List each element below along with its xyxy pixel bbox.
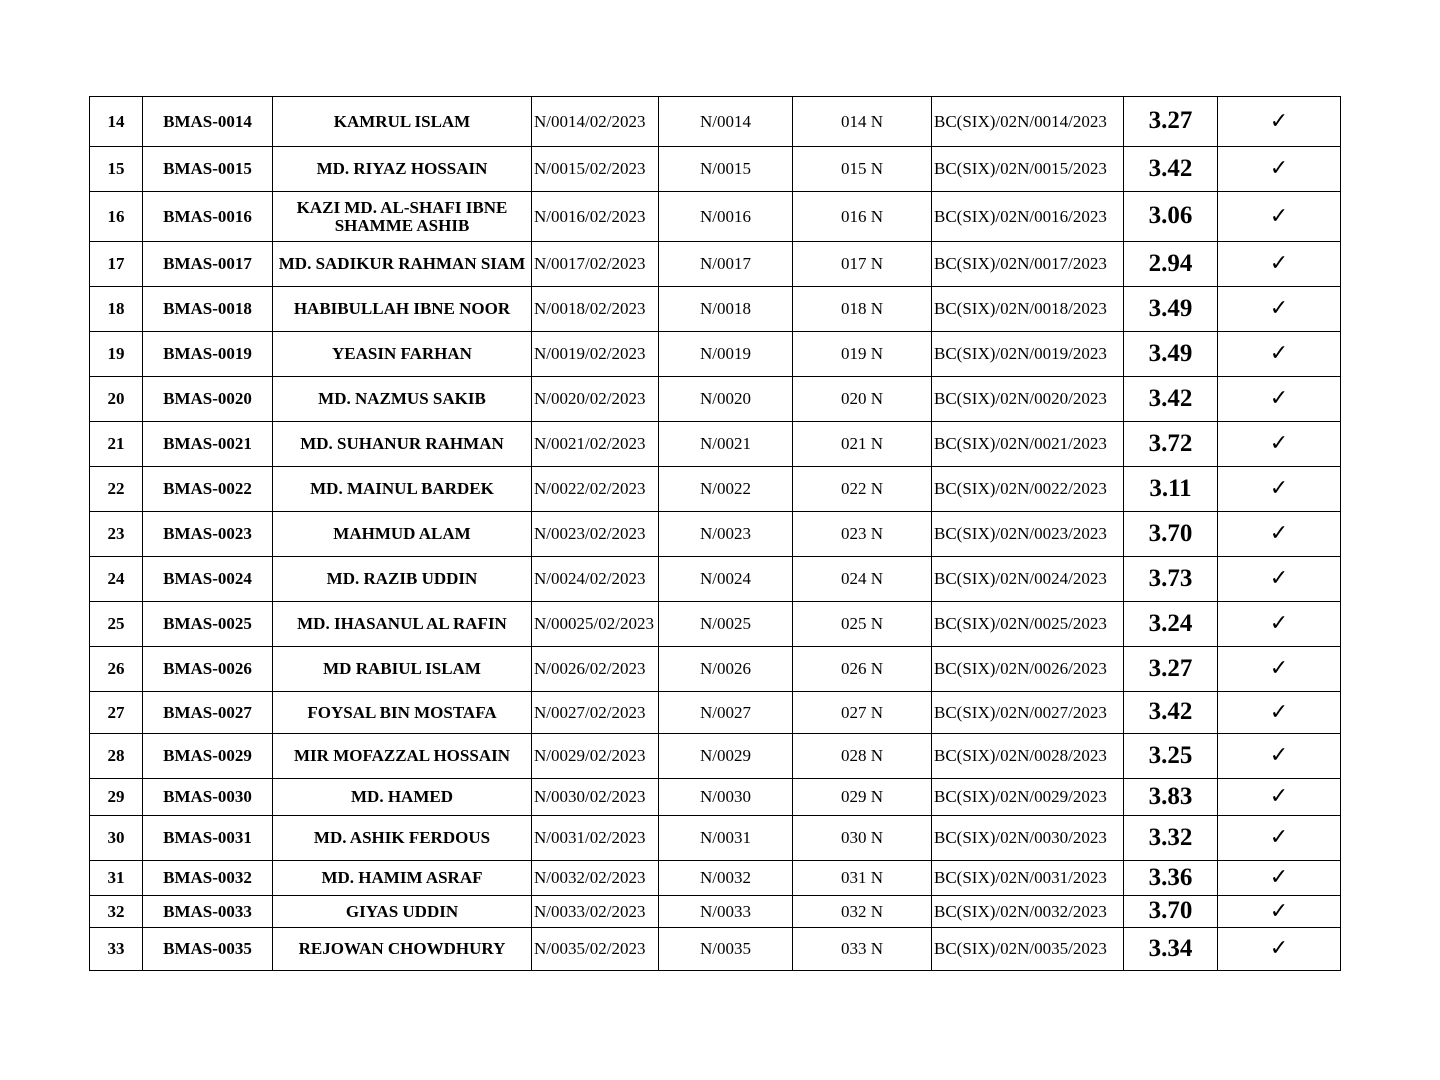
serial-number-cell: 14 [90, 97, 143, 147]
serial-number-cell: 16 [90, 192, 143, 242]
student-name-cell: FOYSAL BIN MOSTAFA [273, 692, 532, 734]
student-id-cell: BMAS-0027 [143, 692, 273, 734]
certificate-number-cell: BC(SIX)/02N/0031/2023 [932, 861, 1124, 896]
reference-number-cell: N/0018/02/2023 [532, 287, 659, 332]
student-id-cell: BMAS-0014 [143, 97, 273, 147]
certificate-number-cell: BC(SIX)/02N/0025/2023 [932, 602, 1124, 647]
gpa-cell: 3.72 [1124, 422, 1218, 467]
reference-number-cell: N/0029/02/2023 [532, 734, 659, 779]
serial-number-cell: 21 [90, 422, 143, 467]
reference-number-cell: N/0035/02/2023 [532, 928, 659, 971]
checkmark-icon: ✓ [1218, 242, 1341, 287]
student-name-cell: MD. MAINUL BARDEK [273, 467, 532, 512]
student-id-cell: BMAS-0016 [143, 192, 273, 242]
student-name-cell: REJOWAN CHOWDHURY [273, 928, 532, 971]
reference-number-cell: N/00025/02/2023 [532, 602, 659, 647]
code-cell: N/0031 [659, 816, 793, 861]
student-name-cell: MD. RAZIB UDDIN [273, 557, 532, 602]
code-cell: N/0027 [659, 692, 793, 734]
student-name-cell: YEASIN FARHAN [273, 332, 532, 377]
checkmark-icon: ✓ [1218, 512, 1341, 557]
student-id-cell: BMAS-0031 [143, 816, 273, 861]
code-cell: N/0025 [659, 602, 793, 647]
checkmark-icon: ✓ [1218, 422, 1341, 467]
student-name-cell: MD. IHASANUL AL RAFIN [273, 602, 532, 647]
gpa-cell: 2.94 [1124, 242, 1218, 287]
gpa-cell: 3.34 [1124, 928, 1218, 971]
student-name-cell: GIYAS UDDIN [273, 896, 532, 928]
certificate-number-cell: BC(SIX)/02N/0017/2023 [932, 242, 1124, 287]
checkmark-icon: ✓ [1218, 896, 1341, 928]
roll-cell: 015 N [793, 147, 932, 192]
reference-number-cell: N/0031/02/2023 [532, 816, 659, 861]
code-cell: N/0014 [659, 97, 793, 147]
certificate-number-cell: BC(SIX)/02N/0021/2023 [932, 422, 1124, 467]
roll-cell: 032 N [793, 896, 932, 928]
code-cell: N/0020 [659, 377, 793, 422]
table-row [90, 147, 1341, 192]
reference-number-cell: N/0033/02/2023 [532, 896, 659, 928]
certificate-number-cell: BC(SIX)/02N/0015/2023 [932, 147, 1124, 192]
gpa-cell: 3.36 [1124, 861, 1218, 896]
table-row [90, 692, 1341, 734]
table-row [90, 896, 1341, 928]
reference-number-cell: N/0014/02/2023 [532, 97, 659, 147]
reference-number-cell: N/0017/02/2023 [532, 242, 659, 287]
table-body [90, 97, 1341, 971]
student-id-cell: BMAS-0021 [143, 422, 273, 467]
serial-number-cell: 24 [90, 557, 143, 602]
student-name-cell: MD. NAZMUS SAKIB [273, 377, 532, 422]
roll-cell: 033 N [793, 928, 932, 971]
checkmark-icon: ✓ [1218, 97, 1341, 147]
student-name-cell: MAHMUD ALAM [273, 512, 532, 557]
serial-number-cell: 22 [90, 467, 143, 512]
certificate-number-cell: BC(SIX)/02N/0032/2023 [932, 896, 1124, 928]
serial-number-cell: 19 [90, 332, 143, 377]
reference-number-cell: N/0015/02/2023 [532, 147, 659, 192]
serial-number-cell: 31 [90, 861, 143, 896]
certificate-number-cell: BC(SIX)/02N/0020/2023 [932, 377, 1124, 422]
certificate-number-cell: BC(SIX)/02N/0024/2023 [932, 557, 1124, 602]
student-id-cell: BMAS-0026 [143, 647, 273, 692]
student-id-cell: BMAS-0018 [143, 287, 273, 332]
roll-cell: 026 N [793, 647, 932, 692]
gpa-cell: 3.27 [1124, 97, 1218, 147]
code-cell: N/0029 [659, 734, 793, 779]
student-name-cell: HABIBULLAH IBNE NOOR [273, 287, 532, 332]
table-row [90, 816, 1341, 861]
table-row [90, 287, 1341, 332]
roll-cell: 021 N [793, 422, 932, 467]
certificate-number-cell: BC(SIX)/02N/0030/2023 [932, 816, 1124, 861]
student-id-cell: BMAS-0020 [143, 377, 273, 422]
student-id-cell: BMAS-0015 [143, 147, 273, 192]
code-cell: N/0033 [659, 896, 793, 928]
checkmark-icon: ✓ [1218, 602, 1341, 647]
results-table [89, 96, 1341, 971]
certificate-number-cell: BC(SIX)/02N/0019/2023 [932, 332, 1124, 377]
serial-number-cell: 15 [90, 147, 143, 192]
checkmark-icon: ✓ [1218, 647, 1341, 692]
gpa-cell: 3.42 [1124, 377, 1218, 422]
table-row [90, 192, 1341, 242]
table-row [90, 861, 1341, 896]
gpa-cell: 3.49 [1124, 332, 1218, 377]
checkmark-icon: ✓ [1218, 192, 1341, 242]
certificate-number-cell: BC(SIX)/02N/0026/2023 [932, 647, 1124, 692]
serial-number-cell: 30 [90, 816, 143, 861]
checkmark-icon: ✓ [1218, 287, 1341, 332]
roll-cell: 027 N [793, 692, 932, 734]
reference-number-cell: N/0020/02/2023 [532, 377, 659, 422]
certificate-number-cell: BC(SIX)/02N/0016/2023 [932, 192, 1124, 242]
table-row [90, 332, 1341, 377]
serial-number-cell: 23 [90, 512, 143, 557]
checkmark-icon: ✓ [1218, 692, 1341, 734]
checkmark-icon: ✓ [1218, 557, 1341, 602]
roll-cell: 020 N [793, 377, 932, 422]
roll-cell: 016 N [793, 192, 932, 242]
student-name-cell: MD. RIYAZ HOSSAIN [273, 147, 532, 192]
gpa-cell: 3.25 [1124, 734, 1218, 779]
table-row [90, 602, 1341, 647]
student-id-cell: BMAS-0017 [143, 242, 273, 287]
roll-cell: 022 N [793, 467, 932, 512]
student-name-cell: MIR MOFAZZAL HOSSAIN [273, 734, 532, 779]
table-row [90, 779, 1341, 816]
roll-cell: 019 N [793, 332, 932, 377]
roll-cell: 031 N [793, 861, 932, 896]
serial-number-cell: 33 [90, 928, 143, 971]
serial-number-cell: 17 [90, 242, 143, 287]
student-id-cell: BMAS-0024 [143, 557, 273, 602]
code-cell: N/0019 [659, 332, 793, 377]
table-row [90, 512, 1341, 557]
student-name-cell: MD. HAMED [273, 779, 532, 816]
gpa-cell: 3.70 [1124, 512, 1218, 557]
checkmark-icon: ✓ [1218, 816, 1341, 861]
checkmark-icon: ✓ [1218, 467, 1341, 512]
certificate-number-cell: BC(SIX)/02N/0028/2023 [932, 734, 1124, 779]
checkmark-icon: ✓ [1218, 377, 1341, 422]
reference-number-cell: N/0032/02/2023 [532, 861, 659, 896]
roll-cell: 023 N [793, 512, 932, 557]
reference-number-cell: N/0023/02/2023 [532, 512, 659, 557]
roll-cell: 030 N [793, 816, 932, 861]
student-id-cell: BMAS-0023 [143, 512, 273, 557]
gpa-cell: 3.49 [1124, 287, 1218, 332]
table-row [90, 422, 1341, 467]
code-cell: N/0022 [659, 467, 793, 512]
student-name-cell: KAZI MD. AL-SHAFI IBNE SHAMME ASHIB [273, 192, 532, 242]
gpa-cell: 3.83 [1124, 779, 1218, 816]
student-id-cell: BMAS-0033 [143, 896, 273, 928]
gpa-cell: 3.42 [1124, 147, 1218, 192]
table-row [90, 242, 1341, 287]
student-name-cell: MD. SUHANUR RAHMAN [273, 422, 532, 467]
student-name-cell: MD. HAMIM ASRAF [273, 861, 532, 896]
table-row [90, 734, 1341, 779]
certificate-number-cell: BC(SIX)/02N/0014/2023 [932, 97, 1124, 147]
serial-number-cell: 26 [90, 647, 143, 692]
checkmark-icon: ✓ [1218, 332, 1341, 377]
gpa-cell: 3.42 [1124, 692, 1218, 734]
code-cell: N/0017 [659, 242, 793, 287]
student-name-cell: MD RABIUL ISLAM [273, 647, 532, 692]
certificate-number-cell: BC(SIX)/02N/0023/2023 [932, 512, 1124, 557]
reference-number-cell: N/0030/02/2023 [532, 779, 659, 816]
gpa-cell: 3.06 [1124, 192, 1218, 242]
code-cell: N/0030 [659, 779, 793, 816]
code-cell: N/0015 [659, 147, 793, 192]
certificate-number-cell: BC(SIX)/02N/0022/2023 [932, 467, 1124, 512]
code-cell: N/0032 [659, 861, 793, 896]
certificate-number-cell: BC(SIX)/02N/0029/2023 [932, 779, 1124, 816]
checkmark-icon: ✓ [1218, 734, 1341, 779]
student-id-cell: BMAS-0030 [143, 779, 273, 816]
gpa-cell: 3.11 [1124, 467, 1218, 512]
code-cell: N/0023 [659, 512, 793, 557]
student-name-cell: MD. ASHIK FERDOUS [273, 816, 532, 861]
table-row [90, 647, 1341, 692]
serial-number-cell: 20 [90, 377, 143, 422]
reference-number-cell: N/0019/02/2023 [532, 332, 659, 377]
gpa-cell: 3.70 [1124, 896, 1218, 928]
student-name-cell: KAMRUL ISLAM [273, 97, 532, 147]
certificate-number-cell: BC(SIX)/02N/0035/2023 [932, 928, 1124, 971]
reference-number-cell: N/0021/02/2023 [532, 422, 659, 467]
student-id-cell: BMAS-0025 [143, 602, 273, 647]
student-name-cell: MD. SADIKUR RAHMAN SIAM [273, 242, 532, 287]
roll-cell: 028 N [793, 734, 932, 779]
serial-number-cell: 29 [90, 779, 143, 816]
gpa-cell: 3.73 [1124, 557, 1218, 602]
serial-number-cell: 28 [90, 734, 143, 779]
roll-cell: 029 N [793, 779, 932, 816]
certificate-number-cell: BC(SIX)/02N/0027/2023 [932, 692, 1124, 734]
code-cell: N/0026 [659, 647, 793, 692]
reference-number-cell: N/0027/02/2023 [532, 692, 659, 734]
student-id-cell: BMAS-0022 [143, 467, 273, 512]
roll-cell: 024 N [793, 557, 932, 602]
serial-number-cell: 25 [90, 602, 143, 647]
gpa-cell: 3.27 [1124, 647, 1218, 692]
table-row [90, 928, 1341, 971]
table-row [90, 97, 1341, 147]
checkmark-icon: ✓ [1218, 779, 1341, 816]
code-cell: N/0035 [659, 928, 793, 971]
student-id-cell: BMAS-0035 [143, 928, 273, 971]
reference-number-cell: N/0022/02/2023 [532, 467, 659, 512]
table-row [90, 377, 1341, 422]
certificate-number-cell: BC(SIX)/02N/0018/2023 [932, 287, 1124, 332]
roll-cell: 025 N [793, 602, 932, 647]
reference-number-cell: N/0016/02/2023 [532, 192, 659, 242]
student-id-cell: BMAS-0029 [143, 734, 273, 779]
code-cell: N/0024 [659, 557, 793, 602]
gpa-cell: 3.32 [1124, 816, 1218, 861]
checkmark-icon: ✓ [1218, 147, 1341, 192]
code-cell: N/0018 [659, 287, 793, 332]
gpa-cell: 3.24 [1124, 602, 1218, 647]
roll-cell: 018 N [793, 287, 932, 332]
checkmark-icon: ✓ [1218, 861, 1341, 896]
code-cell: N/0021 [659, 422, 793, 467]
serial-number-cell: 18 [90, 287, 143, 332]
serial-number-cell: 32 [90, 896, 143, 928]
reference-number-cell: N/0026/02/2023 [532, 647, 659, 692]
table-row [90, 557, 1341, 602]
code-cell: N/0016 [659, 192, 793, 242]
student-id-cell: BMAS-0019 [143, 332, 273, 377]
roll-cell: 014 N [793, 97, 932, 147]
checkmark-icon: ✓ [1218, 928, 1341, 971]
serial-number-cell: 27 [90, 692, 143, 734]
roll-cell: 017 N [793, 242, 932, 287]
reference-number-cell: N/0024/02/2023 [532, 557, 659, 602]
student-id-cell: BMAS-0032 [143, 861, 273, 896]
table-row [90, 467, 1341, 512]
